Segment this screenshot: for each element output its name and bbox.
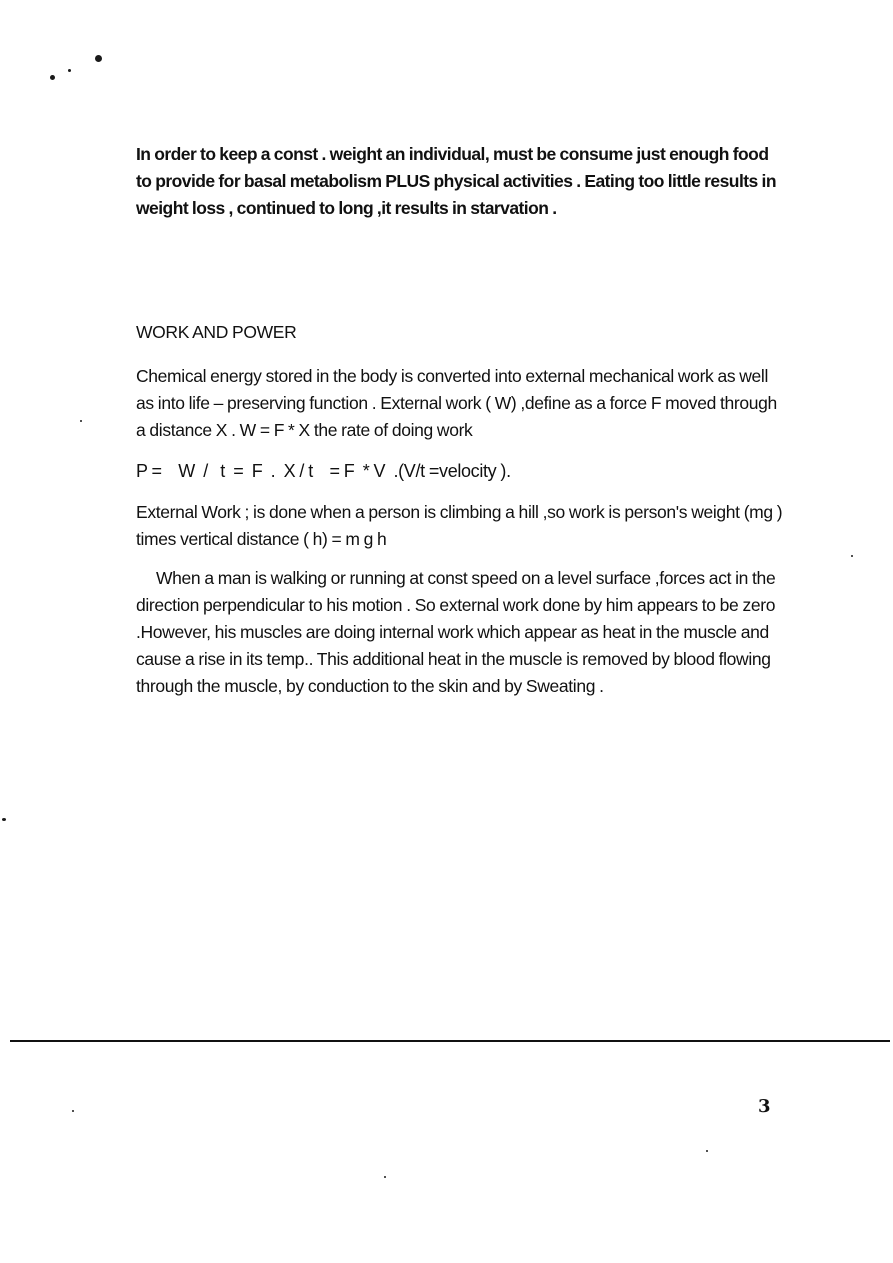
scan-speck — [72, 1110, 74, 1112]
section-heading: WORK AND POWER — [136, 322, 297, 342]
scan-speck — [80, 420, 82, 422]
paragraph-internal-work: When a man is walking or running at const speed on a level surface ,forces act in the direction perpendicular to his motion . So external work done by him appears to be zero .However, his muscles are doing internal work which appear as heat in the muscle and cause a rise in its temp.. This additional heat in the muscle is removed by blood flowing through the muscle, by conduction to the skin and by Sweating . — [136, 568, 776, 696]
paragraph-work-definition: Chemical energy stored in the body is converted into external mechanical work as well as into life – preserving function . External work ( W) ,define as a force F moved through a distance X . W = F * X the rate of doing work — [136, 366, 777, 440]
page-number: 3 — [758, 1096, 771, 1117]
footer-rule — [10, 1040, 890, 1042]
paragraph-external-work: External Work ; is done when a person is climbing a hill ,so work is person's weight (mg ) times vertical distance ( h) = m g h — [136, 502, 783, 549]
scan-speck — [384, 1176, 386, 1178]
scan-speck — [95, 55, 102, 62]
scan-speck — [68, 69, 71, 72]
power-formula: P = W / t = F . X / t = F * V .(V/t =velocity ). — [136, 461, 511, 481]
scan-speck — [50, 75, 55, 80]
scan-speck — [851, 555, 853, 557]
intro-paragraph: In order to keep a const . weight an individual, must be consume just enough food to provide for basal metabolism PLUS physical activities . Eating too little results in weight loss , continued to long ,it results in starvation . — [136, 144, 776, 218]
scan-speck — [706, 1150, 708, 1152]
scan-speck — [2, 818, 6, 821]
